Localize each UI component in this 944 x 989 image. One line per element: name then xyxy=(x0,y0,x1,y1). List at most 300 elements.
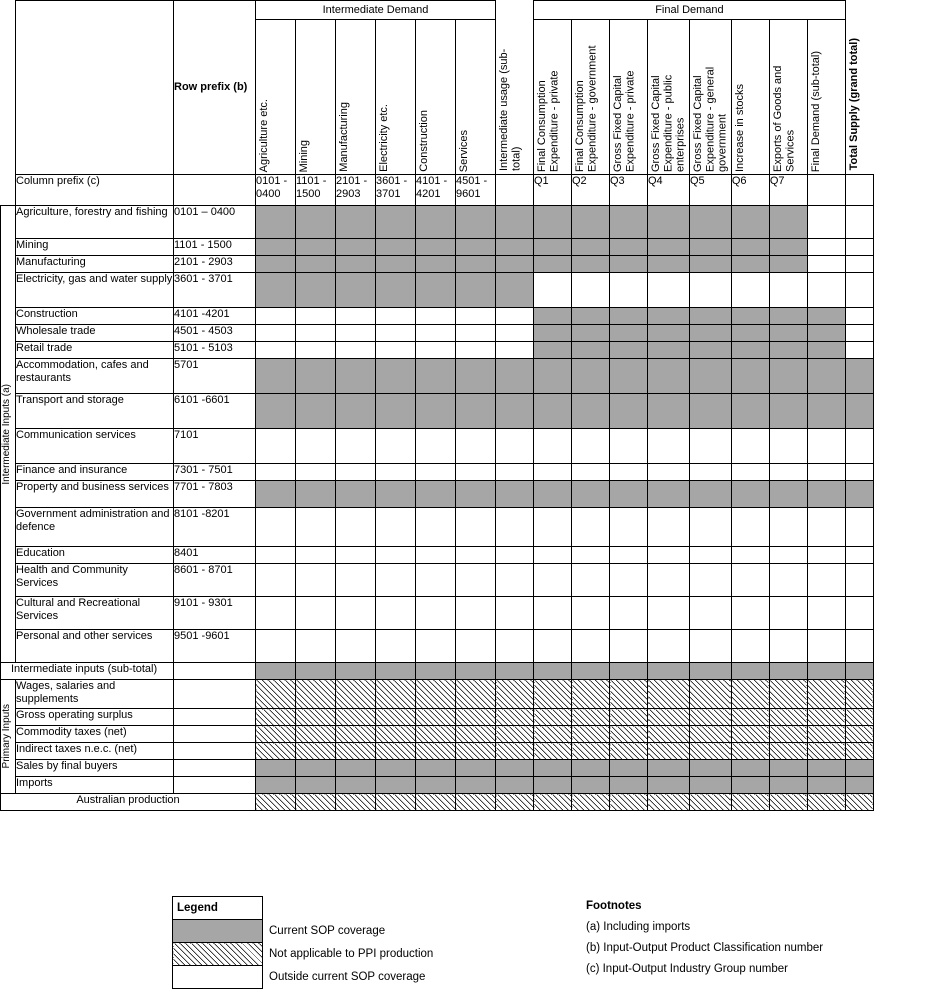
column-header xyxy=(534,20,572,175)
matrix-cell xyxy=(534,663,572,680)
matrix-cell xyxy=(572,394,610,429)
matrix-cell xyxy=(610,630,648,663)
matrix-cell xyxy=(296,547,336,564)
table-row xyxy=(1,680,874,709)
matrix-cell xyxy=(689,308,731,325)
matrix-cell xyxy=(610,342,648,359)
matrix-cell xyxy=(572,239,610,256)
table-row xyxy=(1,597,874,630)
table-row xyxy=(1,273,874,308)
matrix-cell xyxy=(296,709,336,726)
legend-title: Legend xyxy=(173,897,263,920)
matrix-cell xyxy=(572,256,610,273)
matrix-cell xyxy=(296,308,336,325)
row-prefix xyxy=(174,777,256,794)
row-label: Personal and other services xyxy=(16,630,174,663)
matrix-cell xyxy=(807,273,845,308)
matrix-cell xyxy=(336,564,376,597)
matrix-cell xyxy=(416,760,456,777)
matrix-cell xyxy=(807,547,845,564)
column-header-label: Final Demand (sub-total) xyxy=(809,50,822,172)
matrix-cell xyxy=(807,239,845,256)
matrix-cell xyxy=(807,777,845,794)
group-intermediate-demand: Intermediate Demand xyxy=(256,1,496,20)
matrix-cell xyxy=(256,308,296,325)
matrix-cell xyxy=(336,308,376,325)
matrix-cell xyxy=(648,743,690,760)
matrix-cell xyxy=(496,726,534,743)
matrix-cell xyxy=(456,429,496,464)
matrix-cell xyxy=(496,239,534,256)
matrix-cell xyxy=(256,206,296,239)
row-prefix: 7101 xyxy=(174,429,256,464)
matrix-cell xyxy=(376,359,416,394)
matrix-cell xyxy=(256,508,296,547)
matrix-cell xyxy=(572,777,610,794)
matrix-cell xyxy=(845,597,873,630)
matrix-cell xyxy=(296,206,336,239)
column-header-label: Final Consumption Expenditure - government xyxy=(574,45,599,172)
matrix-cell xyxy=(336,630,376,663)
matrix-cell xyxy=(336,508,376,547)
matrix-cell xyxy=(336,464,376,481)
matrix-cell xyxy=(296,777,336,794)
table-row xyxy=(1,709,874,726)
matrix-cell xyxy=(456,760,496,777)
matrix-cell xyxy=(572,597,610,630)
matrix-cell xyxy=(256,256,296,273)
matrix-cell xyxy=(731,597,769,630)
column-header xyxy=(845,1,873,175)
matrix-cell xyxy=(610,564,648,597)
matrix-cell xyxy=(648,663,690,680)
matrix-cell xyxy=(496,630,534,663)
matrix-cell xyxy=(456,325,496,342)
matrix-cell xyxy=(416,206,456,239)
matrix-cell xyxy=(731,564,769,597)
footnote-b: (b) Input-Output Product Classification number xyxy=(586,942,824,954)
matrix-cell xyxy=(296,464,336,481)
row-label: Transport and storage xyxy=(16,394,174,429)
matrix-cell xyxy=(648,206,690,239)
matrix-cell xyxy=(807,508,845,547)
matrix-cell xyxy=(416,325,456,342)
matrix-cell xyxy=(496,206,534,239)
matrix-cell xyxy=(807,206,845,239)
matrix-cell xyxy=(456,680,496,709)
side-caption-primary-inputs: Primary Inputs xyxy=(1,680,16,794)
matrix-cell xyxy=(416,630,456,663)
matrix-cell xyxy=(496,547,534,564)
row-prefix: 8401 xyxy=(174,547,256,564)
matrix-cell xyxy=(376,394,416,429)
matrix-cell xyxy=(689,206,731,239)
matrix-cell xyxy=(648,630,690,663)
matrix-cell xyxy=(572,709,610,726)
row-prefix xyxy=(174,726,256,743)
row-prefix: 6101 -6601 xyxy=(174,394,256,429)
row-prefix xyxy=(174,760,256,777)
legend-item xyxy=(173,943,435,966)
matrix-cell xyxy=(296,663,336,680)
column-prefix-cell: Q4 xyxy=(648,175,690,206)
row-prefix: 8601 - 8701 xyxy=(174,564,256,597)
matrix-cell xyxy=(610,777,648,794)
matrix-cell xyxy=(610,680,648,709)
footnote-c: (c) Input-Output Industry Group number xyxy=(586,963,788,975)
matrix-cell xyxy=(689,743,731,760)
matrix-cell xyxy=(296,630,336,663)
row-label: Commodity taxes (net) xyxy=(16,726,174,743)
matrix-cell xyxy=(689,273,731,308)
matrix-cell xyxy=(376,464,416,481)
table-row xyxy=(1,481,874,508)
matrix-cell xyxy=(416,777,456,794)
matrix-cell xyxy=(689,760,731,777)
matrix-cell xyxy=(456,663,496,680)
row-label: Electricity, gas and water supply xyxy=(16,273,174,308)
matrix-cell xyxy=(845,464,873,481)
row-prefix: 2101 - 2903 xyxy=(174,256,256,273)
matrix-cell xyxy=(336,663,376,680)
matrix-cell xyxy=(807,760,845,777)
matrix-cell xyxy=(769,429,807,464)
matrix-cell xyxy=(376,794,416,811)
matrix-cell xyxy=(769,325,807,342)
row-prefix: 9101 - 9301 xyxy=(174,597,256,630)
matrix-cell xyxy=(610,206,648,239)
matrix-cell xyxy=(496,597,534,630)
matrix-cell xyxy=(689,680,731,709)
matrix-cell xyxy=(572,464,610,481)
matrix-cell xyxy=(496,709,534,726)
matrix-cell xyxy=(845,709,873,726)
matrix-cell xyxy=(376,777,416,794)
matrix-cell xyxy=(534,794,572,811)
matrix-cell xyxy=(534,256,572,273)
matrix-cell xyxy=(648,726,690,743)
matrix-cell xyxy=(376,743,416,760)
matrix-cell xyxy=(496,256,534,273)
row-prefix: 4101 -4201 xyxy=(174,308,256,325)
matrix-cell xyxy=(648,394,690,429)
matrix-cell xyxy=(610,325,648,342)
matrix-cell xyxy=(572,342,610,359)
matrix-cell xyxy=(416,239,456,256)
matrix-cell xyxy=(416,794,456,811)
matrix-cell xyxy=(336,726,376,743)
table-row xyxy=(1,394,874,429)
matrix-cell xyxy=(296,342,336,359)
table-row xyxy=(1,464,874,481)
matrix-cell xyxy=(845,777,873,794)
legend-label-na: Not applicable to PPI production xyxy=(269,948,434,960)
matrix-cell xyxy=(416,547,456,564)
header-groups xyxy=(1,1,874,20)
legend xyxy=(172,896,472,989)
row-label: Construction xyxy=(16,308,174,325)
matrix-cell xyxy=(731,273,769,308)
matrix-cell xyxy=(376,663,416,680)
matrix-cell xyxy=(572,760,610,777)
column-prefix-cell: Q6 xyxy=(731,175,769,206)
matrix-cell xyxy=(610,239,648,256)
table-row xyxy=(1,256,874,273)
matrix-cell xyxy=(648,508,690,547)
matrix-cell xyxy=(296,680,336,709)
matrix-cell xyxy=(336,794,376,811)
matrix-cell xyxy=(336,547,376,564)
matrix-cell xyxy=(689,794,731,811)
matrix-cell xyxy=(731,239,769,256)
matrix-cell xyxy=(376,709,416,726)
matrix-cell xyxy=(296,760,336,777)
matrix-cell xyxy=(610,256,648,273)
matrix-cell xyxy=(336,256,376,273)
matrix-cell xyxy=(534,709,572,726)
matrix-cell xyxy=(376,680,416,709)
table-row xyxy=(1,777,874,794)
legend-swatch-outside xyxy=(173,966,263,989)
matrix-cell xyxy=(769,597,807,630)
matrix-cell xyxy=(845,359,873,394)
column-header xyxy=(807,20,845,175)
matrix-cell xyxy=(648,239,690,256)
matrix-cell xyxy=(534,547,572,564)
legend-swatch-na xyxy=(173,943,263,966)
header-column-prefix xyxy=(1,175,874,206)
matrix-cell xyxy=(534,239,572,256)
table-row xyxy=(1,547,874,564)
matrix-cell xyxy=(496,394,534,429)
matrix-cell xyxy=(534,359,572,394)
row-prefix: 3601 - 3701 xyxy=(174,273,256,308)
matrix-cell xyxy=(336,597,376,630)
matrix-cell xyxy=(534,508,572,547)
matrix-cell xyxy=(336,359,376,394)
matrix-cell xyxy=(416,359,456,394)
matrix-cell xyxy=(496,308,534,325)
subtotal-row xyxy=(1,663,874,680)
matrix-cell xyxy=(648,794,690,811)
matrix-cell xyxy=(731,709,769,726)
matrix-cell xyxy=(807,709,845,726)
matrix-cell xyxy=(456,481,496,508)
row-label: Education xyxy=(16,547,174,564)
matrix-cell xyxy=(296,726,336,743)
matrix-cell xyxy=(572,308,610,325)
legend-item xyxy=(173,966,435,989)
column-prefix-cell: Q3 xyxy=(610,175,648,206)
row-prefix: 1101 - 1500 xyxy=(174,239,256,256)
matrix-cell xyxy=(376,630,416,663)
matrix-cell xyxy=(731,429,769,464)
matrix-cell xyxy=(731,481,769,508)
subtotal-row-prefix xyxy=(174,663,256,680)
matrix-cell xyxy=(731,760,769,777)
column-header-label: Total Supply (grand total) xyxy=(847,38,860,171)
matrix-cell xyxy=(416,709,456,726)
row-label: Property and business services xyxy=(16,481,174,508)
column-prefix-header: Column prefix (c) xyxy=(16,175,174,206)
matrix-cell xyxy=(845,508,873,547)
matrix-cell xyxy=(769,777,807,794)
matrix-cell xyxy=(296,743,336,760)
matrix-cell xyxy=(845,325,873,342)
matrix-cell xyxy=(456,709,496,726)
matrix-cell xyxy=(534,726,572,743)
matrix-cell xyxy=(689,464,731,481)
matrix-cell xyxy=(610,743,648,760)
matrix-cell xyxy=(496,508,534,547)
matrix-cell xyxy=(572,547,610,564)
matrix-cell xyxy=(731,464,769,481)
matrix-cell xyxy=(769,743,807,760)
matrix-cell xyxy=(336,342,376,359)
matrix-cell xyxy=(845,663,873,680)
matrix-cell xyxy=(416,663,456,680)
matrix-cell xyxy=(769,308,807,325)
column-header-label: Mining xyxy=(298,139,310,172)
matrix-cell xyxy=(456,726,496,743)
column-header-label: Manufacturing xyxy=(338,102,350,172)
matrix-cell xyxy=(376,726,416,743)
matrix-cell xyxy=(416,508,456,547)
table-row xyxy=(1,630,874,663)
column-header xyxy=(456,20,496,175)
matrix-cell xyxy=(256,564,296,597)
column-header-label: Services xyxy=(458,129,470,172)
matrix-cell xyxy=(296,794,336,811)
corner-row-label-blank xyxy=(16,1,174,175)
row-prefix-header: Row prefix (b) xyxy=(174,1,256,175)
matrix-cell xyxy=(416,342,456,359)
matrix-cell xyxy=(648,547,690,564)
matrix-cell xyxy=(256,325,296,342)
matrix-cell xyxy=(807,308,845,325)
row-prefix: 9501 -9601 xyxy=(174,630,256,663)
matrix-cell xyxy=(534,273,572,308)
matrix-cell xyxy=(689,325,731,342)
matrix-cell xyxy=(572,273,610,308)
matrix-cell xyxy=(610,547,648,564)
matrix-cell xyxy=(648,256,690,273)
column-header-label: Gross Fixed Capital Expenditure - general government xyxy=(691,66,729,172)
row-prefix: 4501 - 4503 xyxy=(174,325,256,342)
matrix-cell xyxy=(572,481,610,508)
matrix-cell xyxy=(845,481,873,508)
column-prefix-cell: 4101 - 4201 xyxy=(416,175,456,206)
matrix-cell xyxy=(256,777,296,794)
matrix-cell xyxy=(256,429,296,464)
matrix-cell xyxy=(689,597,731,630)
footnote-a: (a) Including imports xyxy=(586,921,691,933)
matrix-cell xyxy=(807,359,845,394)
matrix-cell xyxy=(296,481,336,508)
corner-blank xyxy=(1,1,16,175)
column-prefix-cell xyxy=(807,175,845,206)
matrix-cell xyxy=(731,726,769,743)
row-prefix: 7701 - 7803 xyxy=(174,481,256,508)
row-prefix: 8101 -8201 xyxy=(174,508,256,547)
matrix-cell xyxy=(769,547,807,564)
matrix-cell xyxy=(731,325,769,342)
row-label: Manufacturing xyxy=(16,256,174,273)
matrix-cell xyxy=(769,630,807,663)
matrix-cell xyxy=(496,481,534,508)
matrix-cell xyxy=(648,359,690,394)
matrix-cell xyxy=(572,663,610,680)
column-prefix-cell: 2101 - 2903 xyxy=(336,175,376,206)
column-header xyxy=(689,20,731,175)
matrix-cell xyxy=(496,663,534,680)
matrix-cell xyxy=(572,564,610,597)
table-row xyxy=(1,325,874,342)
matrix-cell xyxy=(807,743,845,760)
column-header xyxy=(769,20,807,175)
table-row xyxy=(1,429,874,464)
matrix-cell xyxy=(456,564,496,597)
matrix-cell xyxy=(416,726,456,743)
matrix-cell xyxy=(496,760,534,777)
matrix-cell xyxy=(534,206,572,239)
matrix-cell xyxy=(610,663,648,680)
matrix-cell xyxy=(731,743,769,760)
column-prefix-cell: Q2 xyxy=(572,175,610,206)
matrix-cell xyxy=(610,508,648,547)
matrix-cell xyxy=(456,206,496,239)
legend-label-outside: Outside current SOP coverage xyxy=(269,971,426,983)
matrix-cell xyxy=(534,394,572,429)
row-prefix: 5701 xyxy=(174,359,256,394)
matrix-cell xyxy=(376,547,416,564)
matrix-cell xyxy=(769,726,807,743)
matrix-cell xyxy=(807,680,845,709)
column-prefix-cell xyxy=(496,175,534,206)
matrix-cell xyxy=(256,760,296,777)
matrix-cell xyxy=(769,481,807,508)
matrix-cell xyxy=(256,239,296,256)
matrix-cell xyxy=(769,564,807,597)
matrix-cell xyxy=(572,726,610,743)
matrix-cell xyxy=(845,794,873,811)
matrix-cell xyxy=(534,342,572,359)
matrix-cell xyxy=(648,273,690,308)
matrix-cell xyxy=(534,564,572,597)
matrix-cell xyxy=(456,547,496,564)
matrix-cell xyxy=(456,794,496,811)
matrix-cell xyxy=(376,597,416,630)
matrix-cell xyxy=(496,680,534,709)
matrix-cell xyxy=(769,256,807,273)
matrix-cell xyxy=(376,429,416,464)
matrix-cell xyxy=(376,325,416,342)
matrix-cell xyxy=(648,342,690,359)
matrix-cell xyxy=(572,680,610,709)
matrix-cell xyxy=(845,726,873,743)
matrix-cell xyxy=(336,680,376,709)
matrix-cell xyxy=(336,481,376,508)
matrix-cell xyxy=(456,777,496,794)
matrix-cell xyxy=(769,709,807,726)
matrix-cell xyxy=(534,760,572,777)
column-header-label: Gross Fixed Capital Expenditure - private xyxy=(612,70,637,172)
matrix-cell xyxy=(256,273,296,308)
matrix-cell xyxy=(689,630,731,663)
matrix-cell xyxy=(610,464,648,481)
matrix-cell xyxy=(610,394,648,429)
matrix-cell xyxy=(256,342,296,359)
